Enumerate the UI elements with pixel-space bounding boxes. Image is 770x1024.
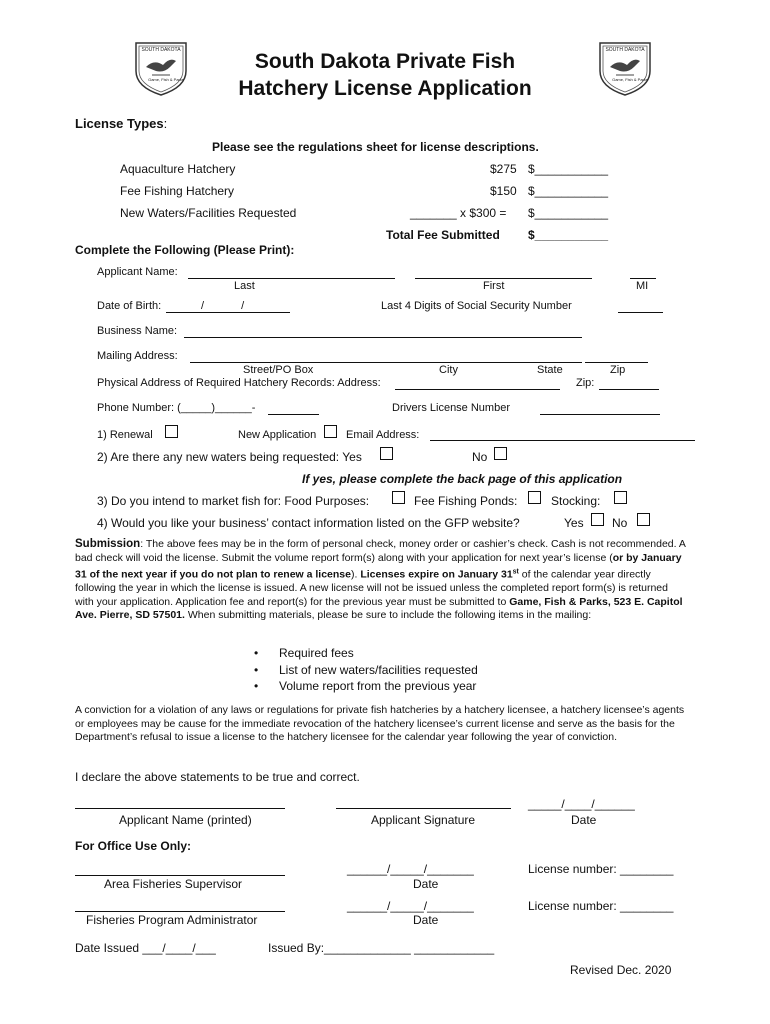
total-fee-label: Total Fee Submitted [386, 228, 500, 242]
new-waters-fee-field[interactable]: $___________ [528, 206, 609, 220]
signature-caption: Applicant Signature [371, 813, 476, 827]
svg-text:Game, Fish & Parks: Game, Fish & Parks [612, 77, 648, 82]
stocking-checkbox[interactable] [614, 491, 627, 504]
new-waters-yes-checkbox[interactable] [380, 447, 393, 460]
last-name-field[interactable] [188, 278, 395, 279]
regulations-note: Please see the regulations sheet for license descriptions. [212, 140, 539, 154]
drivers-license-field[interactable] [540, 414, 660, 415]
new-application-label: New Application [238, 429, 317, 441]
dob-field[interactable] [166, 312, 290, 313]
fee-fishing-ponds-label: Fee Fishing Ponds: [414, 494, 518, 508]
date-caption: Date [571, 813, 597, 827]
food-purposes-checkbox[interactable] [392, 491, 405, 504]
license-item-label: Fee Fishing Hatchery [120, 184, 235, 198]
phone-label: Phone Number: (_____)______- [97, 402, 256, 414]
supervisor-field[interactable] [75, 875, 285, 876]
svg-text:SOUTH DAKOTA: SOUTH DAKOTA [141, 47, 181, 53]
revision-note: Revised Dec. 2020 [570, 963, 672, 977]
sd-gfp-logo-right [594, 37, 656, 97]
aquaculture-fee-field[interactable]: $___________ [528, 162, 609, 176]
business-name-label: Business Name: [97, 325, 178, 337]
physical-address-field[interactable] [395, 389, 560, 390]
stocking-label: Stocking: [551, 494, 601, 508]
administrator-field[interactable] [75, 911, 285, 912]
license-item-fee: $150 [490, 184, 517, 198]
svg-text:Game, Fish & Parks: Game, Fish & Parks [148, 77, 184, 82]
list-item: • Required fees [258, 645, 478, 662]
state-caption: State [537, 364, 563, 376]
physical-zip-label: Zip: [576, 377, 595, 389]
submission-paragraph: Submission: The above fees may be in the form of personal check, money order or cashier’s check. Cash is not recommended. A bad check will void the license. Submit the volume report form(s) along with your application for next year’s license (or by January 31 of the next year if you do not plan to renew a license). Licenses expire on January 31st of the calendar year directly following the year in which the license is issued. A new license will not be issued unless the completed report form(s) is returned with your application. Application fee and report(s) for the previous year must be submitted to Game, Fish & Parks, 523 E. Capitol Ave. Pierre, SD 57501. When submitting materials, please be sure to include the following items in the mailing: [75, 538, 686, 621]
physical-address-label: Physical Address of Required Hatchery Records: Address: [97, 377, 381, 389]
zip-caption: Zip [610, 364, 626, 376]
mailing-items-list [258, 645, 478, 695]
declaration: I declare the above statements to be true and correct. [75, 770, 360, 784]
dob-slashes: / / [201, 300, 245, 312]
supervisor-caption: Area Fisheries Supervisor [104, 877, 243, 891]
city-caption: City [439, 364, 458, 376]
last-caption: Last [234, 280, 255, 292]
sd-gfp-logo-left [130, 37, 192, 97]
first-name-field[interactable] [415, 278, 592, 279]
page-title [200, 48, 570, 102]
physical-zip-field[interactable] [599, 389, 659, 390]
administrator-caption: Fisheries Program Administrator [86, 913, 258, 927]
supervisor-license-number[interactable]: License number: ________ [528, 862, 674, 876]
first-caption: First [483, 280, 505, 292]
renewal-label: 1) Renewal [97, 429, 153, 441]
administrator-date-caption: Date [413, 913, 439, 927]
license-types-heading: License Types: [75, 116, 168, 131]
new-waters-count-field[interactable]: _______ x $300 = [410, 206, 507, 220]
administrator-license-number[interactable]: License number: ________ [528, 899, 674, 913]
office-use-heading: For Office Use Only: [75, 839, 192, 853]
new-waters-no-checkbox[interactable] [494, 447, 507, 460]
svg-text:SOUTH DAKOTA: SOUTH DAKOTA [605, 47, 645, 53]
conviction-paragraph: A conviction for a violation of any laws or regulations for private fish hatcheries by a hatchery licensee, a hatchery licensee’s agents or employees may be cause for the immediate revocation of the hatchery licensee’s current license and serve as the basis for the Department’s refusal to issue a license to the hatchery licensee for the calendar year following the year of conviction. [75, 704, 685, 743]
title-line-2: Hatchery License Application [238, 77, 532, 100]
q4-no-label: No [612, 516, 628, 530]
fee-fishing-fee-field[interactable]: $___________ [528, 184, 609, 198]
q2-no-label: No [472, 450, 488, 464]
mailing-zip-field[interactable] [585, 362, 648, 363]
fee-fishing-ponds-checkbox[interactable] [528, 491, 541, 504]
mi-field[interactable] [630, 278, 656, 279]
list-item: • Volume report from the previous year [258, 678, 478, 695]
back-page-note: If yes, please complete the back page of this application [302, 472, 623, 486]
mi-caption: MI [636, 280, 649, 292]
administrator-date-field[interactable]: ______/_____/_______ [347, 899, 474, 913]
submission-heading: Submission [75, 538, 141, 550]
license-item-fee: $275 [490, 162, 517, 176]
business-name-field[interactable] [184, 337, 582, 338]
applicant-name-label: Applicant Name: [97, 266, 178, 278]
q4-yes-label: Yes [564, 516, 584, 530]
email-label: Email Address: [346, 429, 420, 441]
applicant-heading: Complete the Following (Please Print): [75, 243, 295, 257]
website-yes-checkbox[interactable] [591, 513, 604, 526]
q2-label: 2) Are there any new waters being requested: Yes [97, 450, 362, 464]
mailing-address-field[interactable] [190, 362, 582, 363]
applicant-signature-field[interactable] [336, 808, 511, 809]
ssn-label: Last 4 Digits of Social Security Number [381, 300, 572, 312]
issued-by-field[interactable]: Issued By:_____________ ____________ [268, 941, 495, 955]
supervisor-date-field[interactable]: ______/_____/_______ [347, 862, 474, 876]
license-item-label: Aquaculture Hatchery [120, 162, 236, 176]
name-printed-caption: Applicant Name (printed) [119, 813, 252, 827]
signature-date-field[interactable]: _____/____/______ [528, 797, 635, 811]
date-issued-field[interactable]: Date Issued ___/____/___ [75, 941, 216, 955]
street-caption: Street/PO Box [243, 364, 314, 376]
license-item-label: New Waters/Facilities Requested [120, 206, 297, 220]
q3-label: 3) Do you intend to market fish for: Food Purposes: [97, 494, 370, 508]
ssn-field[interactable] [618, 312, 663, 313]
list-item: • List of new waters/facilities requested [258, 662, 478, 679]
applicant-name-printed-field[interactable] [75, 808, 285, 809]
title-line-1: South Dakota Private Fish [254, 50, 516, 73]
new-application-checkbox[interactable] [324, 425, 337, 438]
renewal-checkbox[interactable] [165, 425, 178, 438]
total-fee-field[interactable]: $___________ [528, 228, 609, 242]
website-no-checkbox[interactable] [637, 513, 650, 526]
q4-label: 4) Would you like your business’ contact information listed on the GFP website? [97, 516, 520, 530]
email-field[interactable] [430, 440, 695, 441]
phone-field[interactable] [268, 414, 319, 415]
supervisor-date-caption: Date [413, 877, 439, 891]
dob-label: Date of Birth: [97, 300, 162, 312]
drivers-license-label: Drivers License Number [392, 402, 510, 414]
mailing-address-label: Mailing Address: [97, 350, 178, 362]
